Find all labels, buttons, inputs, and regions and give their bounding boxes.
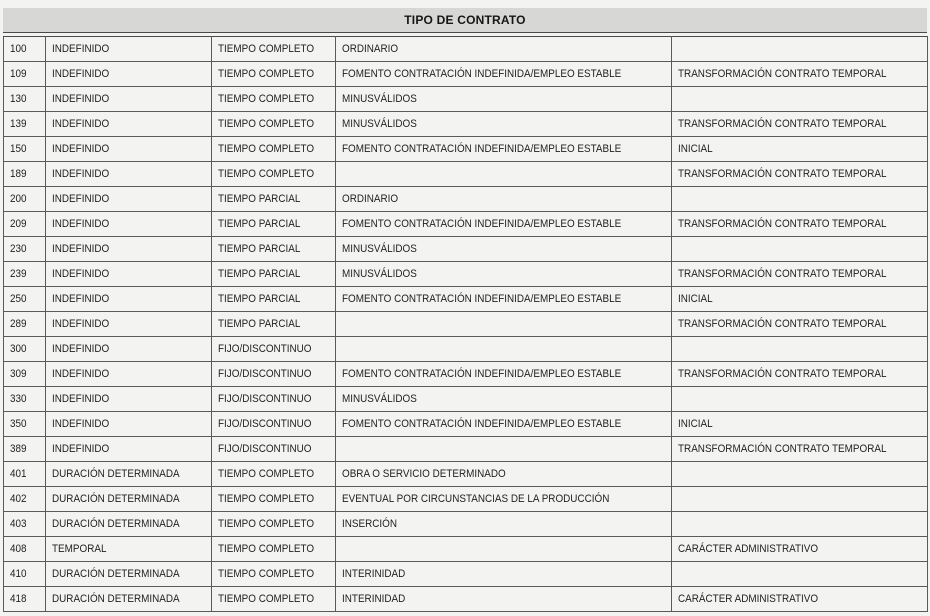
- cell-text: TIEMPO COMPLETO: [218, 493, 315, 505]
- observation-cell: [672, 387, 928, 412]
- observation-cell: [672, 437, 928, 462]
- table-row: [4, 212, 928, 237]
- cell-text: FOMENTO CONTRATACIÓN INDEFINIDA/EMPLEO ESTABLE: [342, 218, 622, 230]
- cell-text: INTERINIDAD: [342, 568, 406, 580]
- modality-cell: [336, 312, 672, 337]
- cell-text: ORDINARIO: [342, 43, 399, 55]
- schedule-cell: [212, 87, 336, 112]
- duration-cell: [46, 512, 212, 537]
- cell-text: FOMENTO CONTRATACIÓN INDEFINIDA/EMPLEO ESTABLE: [342, 418, 622, 430]
- modality-cell: [336, 387, 672, 412]
- cell-text: 289: [10, 318, 27, 330]
- schedule-cell: [212, 112, 336, 137]
- contract-code-cell: [4, 587, 46, 612]
- observation-cell: [672, 587, 928, 612]
- cell-text: TRANSFORMACIÓN CONTRATO TEMPORAL: [678, 218, 887, 230]
- contract-code-cell: [4, 87, 46, 112]
- cell-text: TIEMPO COMPLETO: [218, 543, 315, 555]
- table-row: [4, 487, 928, 512]
- cell-text: ORDINARIO: [342, 193, 399, 205]
- table-row: [4, 537, 928, 562]
- cell-text: TIEMPO PARCIAL: [218, 193, 301, 205]
- duration-cell: [46, 337, 212, 362]
- cell-text: TIEMPO COMPLETO: [218, 93, 315, 105]
- contract-code-cell: [4, 312, 46, 337]
- cell-text: TRANSFORMACIÓN CONTRATO TEMPORAL: [678, 168, 887, 180]
- modality-cell: [336, 562, 672, 587]
- schedule-cell: [212, 387, 336, 412]
- duration-cell: [46, 487, 212, 512]
- duration-cell: [46, 262, 212, 287]
- modality-cell: [336, 87, 672, 112]
- contract-code-cell: [4, 437, 46, 462]
- modality-cell: [336, 62, 672, 87]
- table-row: [4, 412, 928, 437]
- duration-cell: [46, 587, 212, 612]
- duration-cell: [46, 237, 212, 262]
- table-row: [4, 137, 928, 162]
- observation-cell: [672, 187, 928, 212]
- cell-text: MINUSVÁLIDOS: [342, 268, 417, 280]
- cell-text: OBRA O SERVICIO DETERMINADO: [342, 468, 506, 480]
- cell-text: INDEFINIDO: [52, 243, 110, 255]
- cell-text: TIEMPO COMPLETO: [218, 568, 315, 580]
- modality-cell: [336, 512, 672, 537]
- table-row: [4, 62, 928, 87]
- cell-text: INDEFINIDO: [52, 68, 110, 80]
- cell-text: INDEFINIDO: [52, 343, 110, 355]
- duration-cell: [46, 87, 212, 112]
- schedule-cell: [212, 337, 336, 362]
- modality-cell: [336, 37, 672, 62]
- cell-text: INICIAL: [678, 143, 713, 155]
- table-row: [4, 337, 928, 362]
- duration-cell: [46, 287, 212, 312]
- schedule-cell: [212, 562, 336, 587]
- schedule-cell: [212, 62, 336, 87]
- table-row: [4, 312, 928, 337]
- cell-text: DURACIÓN DETERMINADA: [52, 593, 180, 605]
- cell-text: FOMENTO CONTRATACIÓN INDEFINIDA/EMPLEO ESTABLE: [342, 143, 622, 155]
- cell-text: INDEFINIDO: [52, 143, 110, 155]
- duration-cell: [46, 187, 212, 212]
- duration-cell: [46, 437, 212, 462]
- table-row: [4, 112, 928, 137]
- table-row: [4, 512, 928, 537]
- table-row: [4, 587, 928, 612]
- observation-cell: [672, 87, 928, 112]
- modality-cell: [336, 262, 672, 287]
- contract-code-cell: [4, 162, 46, 187]
- cell-text: INTERINIDAD: [342, 593, 406, 605]
- duration-cell: [46, 62, 212, 87]
- duration-cell: [46, 362, 212, 387]
- cell-text: FIJO/DISCONTINUO: [218, 418, 312, 430]
- duration-cell: [46, 312, 212, 337]
- cell-text: INDEFINIDO: [52, 418, 110, 430]
- modality-cell: [336, 412, 672, 437]
- table-row: [4, 437, 928, 462]
- table-row: [4, 387, 928, 412]
- observation-cell: [672, 112, 928, 137]
- contract-code-cell: [4, 112, 46, 137]
- contract-code-cell: [4, 562, 46, 587]
- contract-code-cell: [4, 462, 46, 487]
- schedule-cell: [212, 537, 336, 562]
- contract-code-cell: [4, 187, 46, 212]
- cell-text: TIEMPO COMPLETO: [218, 168, 315, 180]
- cell-text: INDEFINIDO: [52, 43, 110, 55]
- observation-cell: [672, 312, 928, 337]
- duration-cell: [46, 212, 212, 237]
- schedule-cell: [212, 412, 336, 437]
- observation-cell: [672, 337, 928, 362]
- cell-text: 200: [10, 193, 27, 205]
- cell-text: INDEFINIDO: [52, 368, 110, 380]
- schedule-cell: [212, 262, 336, 287]
- table-row: [4, 462, 928, 487]
- cell-text: TRANSFORMACIÓN CONTRATO TEMPORAL: [678, 268, 887, 280]
- contract-type-table: [3, 36, 928, 612]
- cell-text: INDEFINIDO: [52, 393, 110, 405]
- cell-text: CARÁCTER ADMINISTRATIVO: [678, 593, 819, 605]
- schedule-cell: [212, 462, 336, 487]
- contract-code-cell: [4, 537, 46, 562]
- modality-cell: [336, 337, 672, 362]
- schedule-cell: [212, 37, 336, 62]
- schedule-cell: [212, 512, 336, 537]
- duration-cell: [46, 537, 212, 562]
- contract-code-cell: [4, 362, 46, 387]
- cell-text: TIEMPO COMPLETO: [218, 143, 315, 155]
- schedule-cell: [212, 212, 336, 237]
- contract-code-cell: [4, 137, 46, 162]
- table-row: [4, 562, 928, 587]
- cell-text: INDEFINIDO: [52, 218, 110, 230]
- cell-text: 189: [10, 168, 27, 180]
- table-row: [4, 87, 928, 112]
- cell-text: DURACIÓN DETERMINADA: [52, 518, 180, 530]
- observation-cell: [672, 287, 928, 312]
- cell-text: INSERCIÓN: [342, 518, 398, 530]
- schedule-cell: [212, 362, 336, 387]
- cell-text: 408: [10, 543, 27, 555]
- modality-cell: [336, 112, 672, 137]
- cell-text: TRANSFORMACIÓN CONTRATO TEMPORAL: [678, 368, 887, 380]
- cell-text: 309: [10, 368, 27, 380]
- contract-code-cell: [4, 287, 46, 312]
- observation-cell: [672, 412, 928, 437]
- duration-cell: [46, 162, 212, 187]
- cell-text: INDEFINIDO: [52, 193, 110, 205]
- table-row: [4, 262, 928, 287]
- cell-text: TIEMPO PARCIAL: [218, 318, 301, 330]
- cell-text: 139: [10, 118, 27, 130]
- table-row: [4, 362, 928, 387]
- observation-cell: [672, 162, 928, 187]
- observation-cell: [672, 237, 928, 262]
- cell-text: 300: [10, 343, 27, 355]
- contract-code-cell: [4, 62, 46, 87]
- observation-cell: [672, 362, 928, 387]
- cell-text: TIEMPO PARCIAL: [218, 268, 301, 280]
- cell-text: 401: [10, 468, 27, 480]
- observation-cell: [672, 137, 928, 162]
- schedule-cell: [212, 162, 336, 187]
- cell-text: CARÁCTER ADMINISTRATIVO: [678, 543, 819, 555]
- observation-cell: [672, 487, 928, 512]
- cell-text: TEMPORAL: [52, 543, 107, 555]
- cell-text: TRANSFORMACIÓN CONTRATO TEMPORAL: [678, 68, 887, 80]
- cell-text: 350: [10, 418, 27, 430]
- contract-code-cell: [4, 237, 46, 262]
- modality-cell: [336, 537, 672, 562]
- modality-cell: [336, 237, 672, 262]
- schedule-cell: [212, 487, 336, 512]
- cell-text: TRANSFORMACIÓN CONTRATO TEMPORAL: [678, 443, 887, 455]
- modality-cell: [336, 462, 672, 487]
- observation-cell: [672, 537, 928, 562]
- cell-text: 239: [10, 268, 27, 280]
- cell-text: EVENTUAL POR CIRCUNSTANCIAS DE LA PRODUCCIÓN: [342, 493, 610, 505]
- schedule-cell: [212, 137, 336, 162]
- cell-text: MINUSVÁLIDOS: [342, 243, 417, 255]
- modality-cell: [336, 587, 672, 612]
- contract-code-cell: [4, 37, 46, 62]
- cell-text: INICIAL: [678, 418, 713, 430]
- table-row: [4, 162, 928, 187]
- cell-text: 109: [10, 68, 27, 80]
- cell-text: 389: [10, 443, 27, 455]
- cell-text: TRANSFORMACIÓN CONTRATO TEMPORAL: [678, 318, 887, 330]
- cell-text: 150: [10, 143, 27, 155]
- table-row: [4, 37, 928, 62]
- schedule-cell: [212, 187, 336, 212]
- schedule-cell: [212, 237, 336, 262]
- cell-text: FIJO/DISCONTINUO: [218, 393, 312, 405]
- observation-cell: [672, 462, 928, 487]
- cell-text: MINUSVÁLIDOS: [342, 93, 417, 105]
- schedule-cell: [212, 587, 336, 612]
- contract-code-cell: [4, 512, 46, 537]
- cell-text: FIJO/DISCONTINUO: [218, 343, 312, 355]
- cell-text: 100: [10, 43, 27, 55]
- cell-text: 410: [10, 568, 27, 580]
- cell-text: TIEMPO COMPLETO: [218, 518, 315, 530]
- contract-code-cell: [4, 487, 46, 512]
- cell-text: INDEFINIDO: [52, 93, 110, 105]
- observation-cell: [672, 62, 928, 87]
- cell-text: TIEMPO COMPLETO: [218, 468, 315, 480]
- cell-text: 403: [10, 518, 27, 530]
- observation-cell: [672, 212, 928, 237]
- cell-text: 330: [10, 393, 27, 405]
- duration-cell: [46, 412, 212, 437]
- duration-cell: [46, 387, 212, 412]
- cell-text: FIJO/DISCONTINUO: [218, 443, 312, 455]
- duration-cell: [46, 462, 212, 487]
- cell-text: TIEMPO PARCIAL: [218, 243, 301, 255]
- table-row: [4, 187, 928, 212]
- observation-cell: [672, 512, 928, 537]
- cell-text: 209: [10, 218, 27, 230]
- cell-text: 250: [10, 293, 27, 305]
- cell-text: INDEFINIDO: [52, 318, 110, 330]
- contract-code-cell: [4, 387, 46, 412]
- cell-text: TIEMPO COMPLETO: [218, 593, 315, 605]
- modality-cell: [336, 137, 672, 162]
- modality-cell: [336, 437, 672, 462]
- schedule-cell: [212, 312, 336, 337]
- cell-text: FOMENTO CONTRATACIÓN INDEFINIDA/EMPLEO ESTABLE: [342, 68, 622, 80]
- cell-text: MINUSVÁLIDOS: [342, 393, 417, 405]
- contract-code-cell: [4, 337, 46, 362]
- cell-text: 230: [10, 243, 27, 255]
- cell-text: FOMENTO CONTRATACIÓN INDEFINIDA/EMPLEO ESTABLE: [342, 368, 622, 380]
- modality-cell: [336, 212, 672, 237]
- contract-code-cell: [4, 262, 46, 287]
- modality-cell: [336, 162, 672, 187]
- modality-cell: [336, 362, 672, 387]
- table-title: TIPO DE CONTRATO: [3, 8, 927, 33]
- duration-cell: [46, 112, 212, 137]
- cell-text: 130: [10, 93, 27, 105]
- schedule-cell: [212, 287, 336, 312]
- table-body: [4, 37, 928, 612]
- cell-text: TRANSFORMACIÓN CONTRATO TEMPORAL: [678, 118, 887, 130]
- contract-code-cell: [4, 212, 46, 237]
- cell-text: 418: [10, 593, 27, 605]
- cell-text: TIEMPO COMPLETO: [218, 43, 315, 55]
- cell-text: TIEMPO PARCIAL: [218, 293, 301, 305]
- cell-text: INDEFINIDO: [52, 293, 110, 305]
- schedule-cell: [212, 437, 336, 462]
- observation-cell: [672, 262, 928, 287]
- cell-text: FOMENTO CONTRATACIÓN INDEFINIDA/EMPLEO ESTABLE: [342, 293, 622, 305]
- cell-text: INDEFINIDO: [52, 118, 110, 130]
- observation-cell: [672, 562, 928, 587]
- table-row: [4, 237, 928, 262]
- cell-text: INDEFINIDO: [52, 168, 110, 180]
- cell-text: TIEMPO PARCIAL: [218, 218, 301, 230]
- cell-text: FIJO/DISCONTINUO: [218, 368, 312, 380]
- duration-cell: [46, 37, 212, 62]
- modality-cell: [336, 487, 672, 512]
- cell-text: MINUSVÁLIDOS: [342, 118, 417, 130]
- cell-text: INICIAL: [678, 293, 713, 305]
- cell-text: 402: [10, 493, 27, 505]
- duration-cell: [46, 137, 212, 162]
- cell-text: INDEFINIDO: [52, 268, 110, 280]
- modality-cell: [336, 187, 672, 212]
- table-row: [4, 287, 928, 312]
- cell-text: DURACIÓN DETERMINADA: [52, 468, 180, 480]
- observation-cell: [672, 37, 928, 62]
- cell-text: TIEMPO COMPLETO: [218, 68, 315, 80]
- cell-text: TIEMPO COMPLETO: [218, 118, 315, 130]
- cell-text: DURACIÓN DETERMINADA: [52, 568, 180, 580]
- contract-code-cell: [4, 412, 46, 437]
- cell-text: DURACIÓN DETERMINADA: [52, 493, 180, 505]
- cell-text: INDEFINIDO: [52, 443, 110, 455]
- modality-cell: [336, 287, 672, 312]
- duration-cell: [46, 562, 212, 587]
